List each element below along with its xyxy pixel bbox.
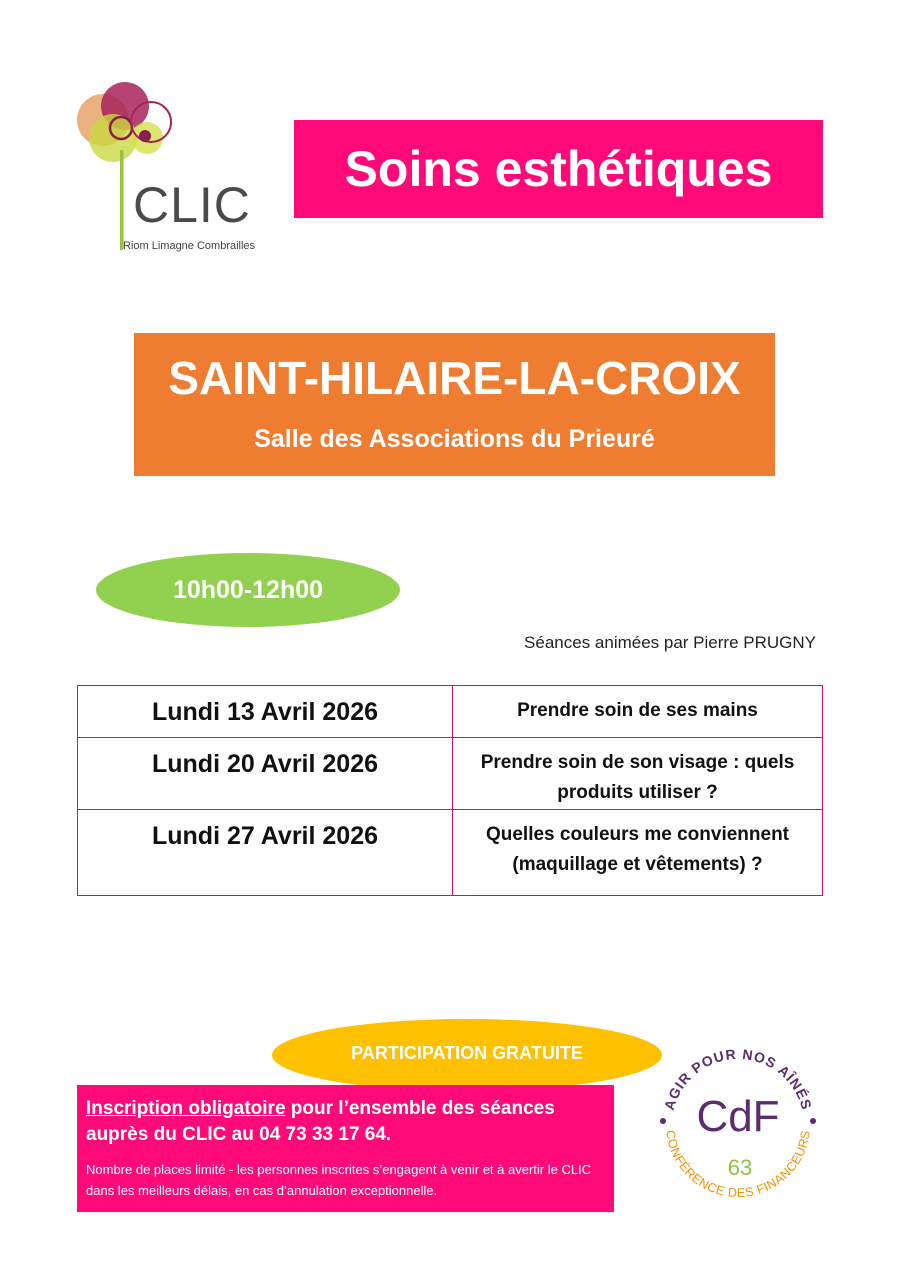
session-date: Lundi 13 Avril 2026 <box>78 686 453 738</box>
town-name: SAINT-HILAIRE-LA-CROIX <box>168 352 741 404</box>
clic-logo-subtitle: Riom Limagne Combrailles <box>123 240 256 252</box>
animator-text: Séances animées par Pierre PRUGNY <box>524 633 816 652</box>
time-text: 10h00-12h00 <box>172 575 324 604</box>
table-row <box>78 738 823 810</box>
registration-box <box>77 1085 614 1212</box>
cdf-number: 63 <box>727 1155 753 1180</box>
clic-logo-name: CLIC <box>133 177 251 233</box>
page-title: Soins esthétiques <box>344 141 773 197</box>
session-date: Lundi 27 Avril 2026 <box>78 810 453 896</box>
registration-note: Nombre de places limité - les personnes inscrites s’engagent à venir et à avertir le CLIC dans les meilleurs délais, en cas d’annulation exceptionnelle. <box>86 1162 592 1198</box>
registration-text <box>86 1096 611 1148</box>
schedule-table <box>77 685 823 896</box>
cdf-logo <box>652 1035 824 1203</box>
cdf-seal-icon <box>652 1035 824 1203</box>
title-banner <box>294 120 823 218</box>
registration-details: pour l’ensemble des séances auprès du CLIC au 04 73 33 17 64. <box>86 1098 555 1145</box>
participation-text: PARTICIPATION GRATUITE <box>351 1043 583 1063</box>
clic-logo <box>75 80 275 260</box>
session-topic: Prendre soin de son visage : quels produits utiliser ? <box>453 738 823 810</box>
session-topic: Prendre soin de ses mains <box>453 686 823 738</box>
participation-badge <box>272 1019 662 1091</box>
time-badge <box>96 553 400 627</box>
venue-name: Salle des Associations du Prieuré <box>254 425 655 453</box>
session-topic: Quelles couleurs me conviennent (maquillage et vêtements) ? <box>453 810 823 896</box>
cdf-letters: CdF <box>696 1092 780 1141</box>
table-row <box>78 686 823 738</box>
location-box <box>134 333 775 476</box>
clic-tree-icon <box>75 80 275 260</box>
session-date: Lundi 20 Avril 2026 <box>78 738 453 810</box>
table-row <box>78 810 823 896</box>
registration-required: Inscription obligatoire <box>86 1098 286 1119</box>
cdf-top-arc-text: AGIR POUR NOS AÎNÉS <box>660 1045 816 1112</box>
cdf-bottom-arc-text: CONFÉRENCE DES FINANCEURS <box>663 1129 813 1201</box>
